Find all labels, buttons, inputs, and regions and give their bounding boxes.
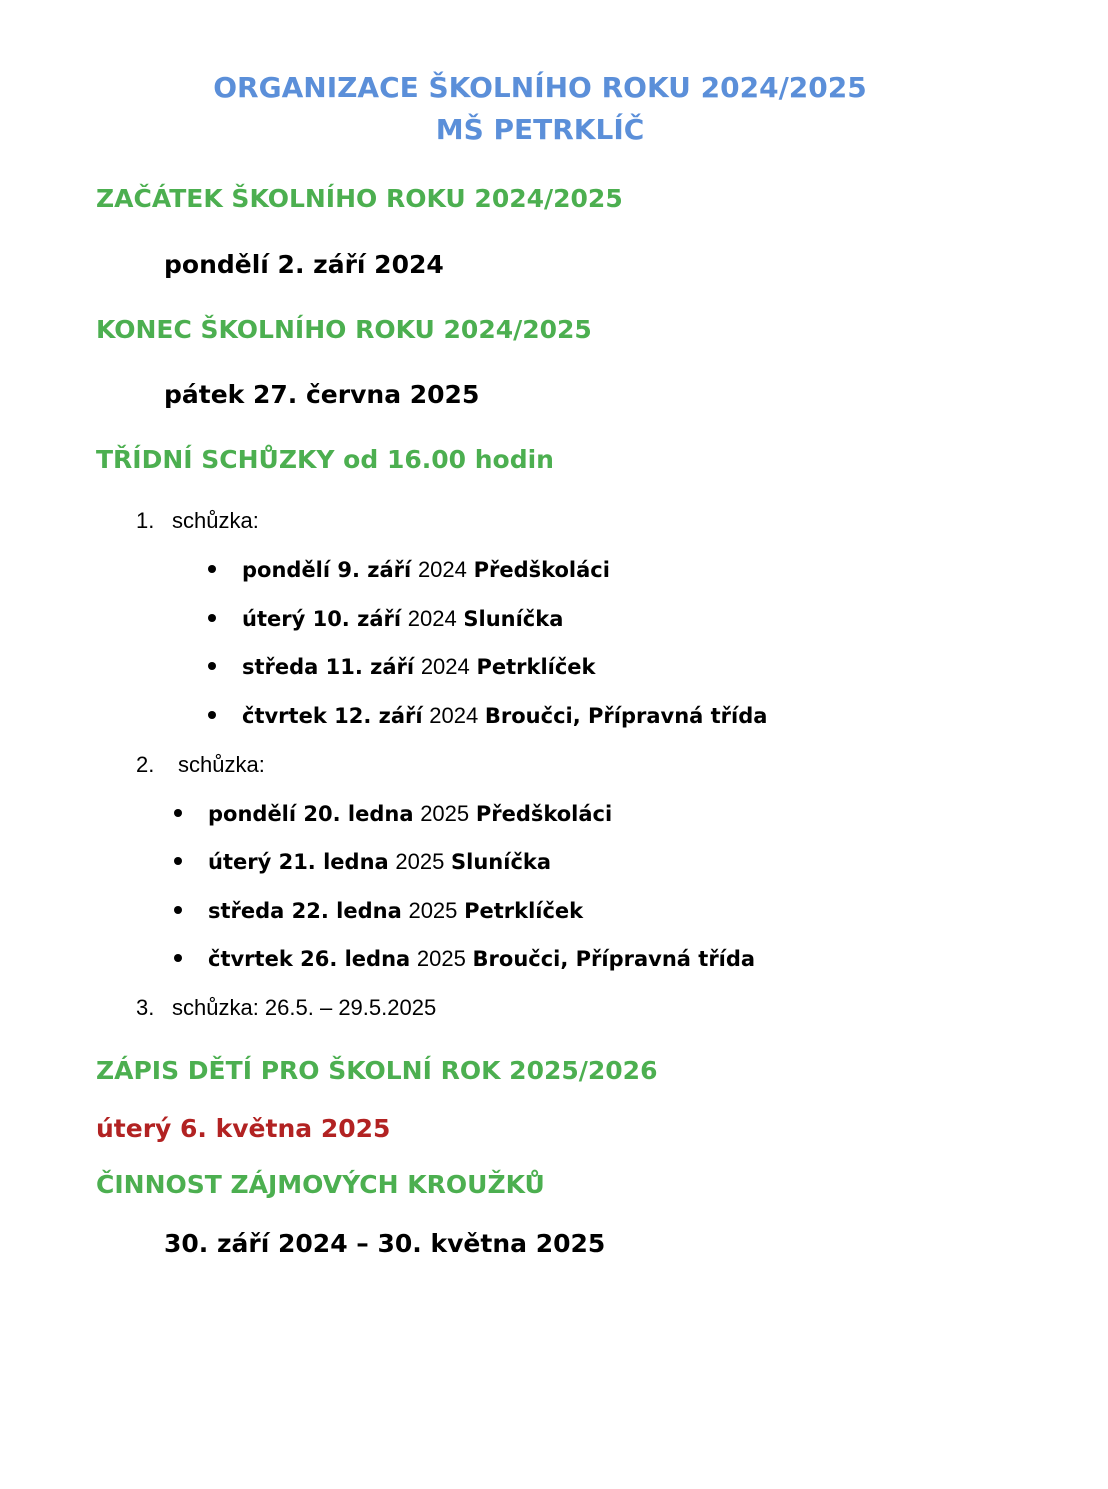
- meeting-class: Petrklíček: [476, 655, 596, 679]
- meeting-year: 2024: [420, 654, 470, 679]
- meeting-class: Broučci, Přípravná třída: [472, 947, 756, 971]
- clubs-heading: ČINNOST ZÁJMOVÝCH KROUŽKŮ: [96, 1170, 545, 1199]
- bullet-icon: [174, 809, 182, 817]
- meeting-class: Sluníčka: [463, 607, 564, 631]
- bullet-icon: [174, 857, 182, 865]
- bullet-icon: [208, 662, 216, 670]
- meeting-day: čtvrtek 12. září: [242, 704, 423, 728]
- meeting-day: úterý 21. ledna: [208, 850, 389, 874]
- bullet-icon: [208, 565, 216, 573]
- end-date: pátek 27. června 2025: [164, 380, 480, 409]
- meeting-number: 2.: [136, 752, 155, 777]
- list-item: [174, 847, 551, 877]
- meeting-year: 2025: [395, 849, 445, 874]
- list-item: [208, 652, 596, 682]
- list-item: [174, 896, 583, 926]
- meeting-number: 1.: [136, 508, 155, 533]
- meeting-year: 2024: [429, 703, 479, 728]
- start-heading: ZAČÁTEK ŠKOLNÍHO ROKU 2024/2025: [96, 184, 623, 213]
- meeting-day: středa 11. září: [242, 655, 415, 679]
- meeting-year: 2025: [408, 898, 458, 923]
- list-item: [174, 799, 612, 829]
- meeting-year: 2024: [407, 606, 457, 631]
- meeting-year: 2025: [416, 946, 466, 971]
- clubs-date: 30. září 2024 – 30. května 2025: [164, 1229, 606, 1258]
- meeting-number: 3.: [136, 995, 155, 1020]
- meeting-2-label: [136, 750, 265, 780]
- meeting-label: schůzka:: [172, 508, 259, 533]
- meeting-year: 2024: [417, 557, 467, 582]
- list-item: [208, 604, 563, 634]
- meeting-label: schůzka:: [178, 752, 265, 777]
- list-item: [208, 701, 767, 731]
- meeting-class: Petrklíček: [464, 899, 584, 923]
- meeting-class: Sluníčka: [451, 850, 552, 874]
- meeting-year: 2025: [420, 801, 470, 826]
- meeting-class: Předškoláci: [475, 802, 613, 826]
- meeting-day: čtvrtek 26. ledna: [208, 947, 411, 971]
- document-subtitle: MŠ PETRKLÍČ: [435, 113, 645, 146]
- meeting-day: úterý 10. září: [242, 607, 402, 631]
- bullet-icon: [174, 906, 182, 914]
- end-heading: KONEC ŠKOLNÍHO ROKU 2024/2025: [96, 315, 592, 344]
- list-item: [208, 555, 610, 585]
- document-title: ORGANIZACE ŠKOLNÍHO ROKU 2024/2025: [213, 71, 867, 104]
- meeting-day: středa 22. ledna: [208, 899, 402, 923]
- meeting-3-label: [136, 993, 436, 1023]
- start-date: pondělí 2. září 2024: [164, 250, 444, 279]
- bullet-icon: [174, 954, 182, 962]
- meeting-label: schůzka: 26.5. – 29.5.2025: [172, 995, 437, 1020]
- meeting-day: pondělí 20. ledna: [208, 802, 414, 826]
- meeting-class: Broučci, Přípravná třída: [484, 704, 768, 728]
- meeting-class: Předškoláci: [473, 558, 610, 582]
- meetings-heading: TŘÍDNÍ SCHŮZKY od 16.00 hodin: [96, 445, 554, 474]
- bullet-icon: [208, 614, 216, 622]
- enrollment-heading: ZÁPIS DĚTÍ PRO ŠKOLNÍ ROK 2025/2026: [96, 1056, 658, 1085]
- list-item: [174, 944, 755, 974]
- meeting-1-label: [136, 506, 259, 536]
- bullet-icon: [208, 711, 216, 719]
- meeting-day: pondělí 9. září: [242, 558, 412, 582]
- enrollment-date: úterý 6. května 2025: [96, 1114, 391, 1143]
